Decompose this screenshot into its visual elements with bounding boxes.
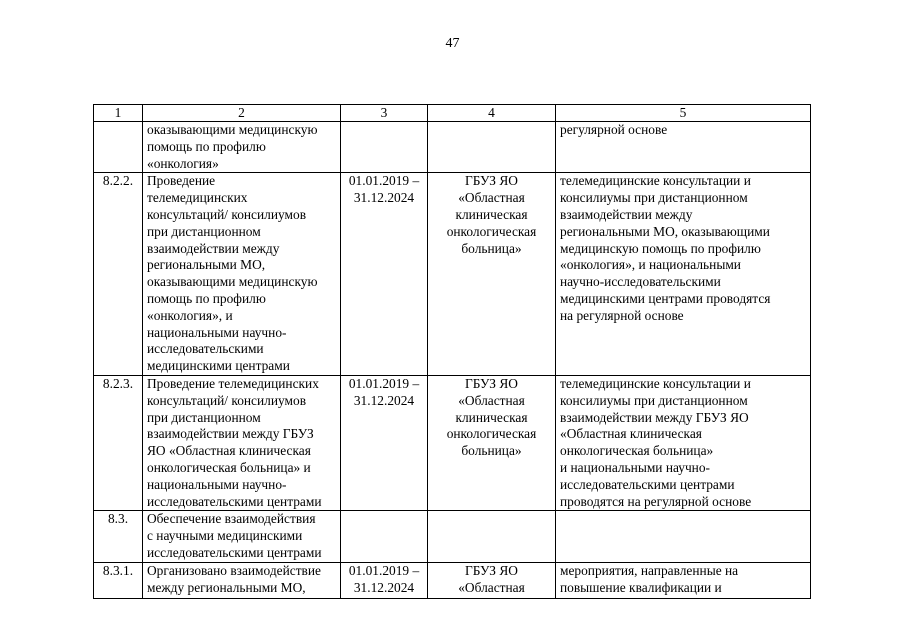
- row-description: оказывающими медицинскую помощь по профилю «онкология»: [143, 122, 341, 173]
- header-col-1: 1: [94, 105, 143, 122]
- row-period: [341, 122, 428, 173]
- row-number: 8.3.: [94, 511, 143, 562]
- row-period: [341, 511, 428, 562]
- row-executor: [428, 122, 556, 173]
- row-executor: [428, 511, 556, 562]
- row-period: 01.01.2019 – 31.12.2024: [341, 173, 428, 376]
- row-number: [94, 122, 143, 173]
- page-number: 47: [445, 36, 460, 51]
- row-description: Обеспечение взаимодействия с научными медицинскими исследовательскими центрами: [143, 511, 341, 562]
- row-number: 8.3.1.: [94, 562, 143, 598]
- row-number: 8.2.2.: [94, 173, 143, 376]
- row-period: 01.01.2019 – 31.12.2024: [341, 562, 428, 598]
- row-number: 8.2.3.: [94, 375, 143, 510]
- row-executor: ГБУЗ ЯО «Областная: [428, 562, 556, 598]
- plan-table: [93, 104, 811, 599]
- header-col-2: 2: [143, 105, 341, 122]
- row-result: телемедицинские консультации и консилиумы при дистанционном взаимодействии между региональными МО, оказывающими медицинскую помощь по профилю «онкология», и национальными научно-исследовательскими медицинскими центрами проводятся на регулярной основе: [556, 173, 811, 376]
- row-result: [556, 511, 811, 562]
- row-description: Проведение телемедицинских консультаций/ консилиумов при дистанционном взаимодействии между ГБУЗ ЯО «Областная клиническая онкологическая больница» и национальными научно- исследовательскими центрами: [143, 375, 341, 510]
- header-col-5: 5: [556, 105, 811, 122]
- row-period: 01.01.2019 – 31.12.2024: [341, 375, 428, 510]
- table-row: [94, 173, 811, 376]
- table-row: [94, 511, 811, 562]
- table-row: [94, 562, 811, 598]
- table-header-row: [94, 105, 811, 122]
- table-row: [94, 375, 811, 510]
- row-description: Организовано взаимодействие между региональными МО,: [143, 562, 341, 598]
- header-col-3: 3: [341, 105, 428, 122]
- row-description: Проведение телемедицинских консультаций/ консилиумов при дистанционном взаимодействии между региональными МО, оказывающими медицинскую помощь по профилю «онкология», и национальными научно- исследовательскими медицинскими центрами: [143, 173, 341, 376]
- row-result: регулярной основе: [556, 122, 811, 173]
- row-executor: ГБУЗ ЯО «Областная клиническая онкологическая больница»: [428, 173, 556, 376]
- row-executor: ГБУЗ ЯО «Областная клиническая онкологическая больница»: [428, 375, 556, 510]
- row-result: мероприятия, направленные на повышение квалификации и: [556, 562, 811, 598]
- table-row: [94, 122, 811, 173]
- row-result: телемедицинские консультации и консилиумы при дистанционном взаимодействии между ГБУЗ ЯО «Областная клиническая онкологическая больница» и национальными научно- исследовательскими центрами проводятся на регулярной основе: [556, 375, 811, 510]
- header-col-4: 4: [428, 105, 556, 122]
